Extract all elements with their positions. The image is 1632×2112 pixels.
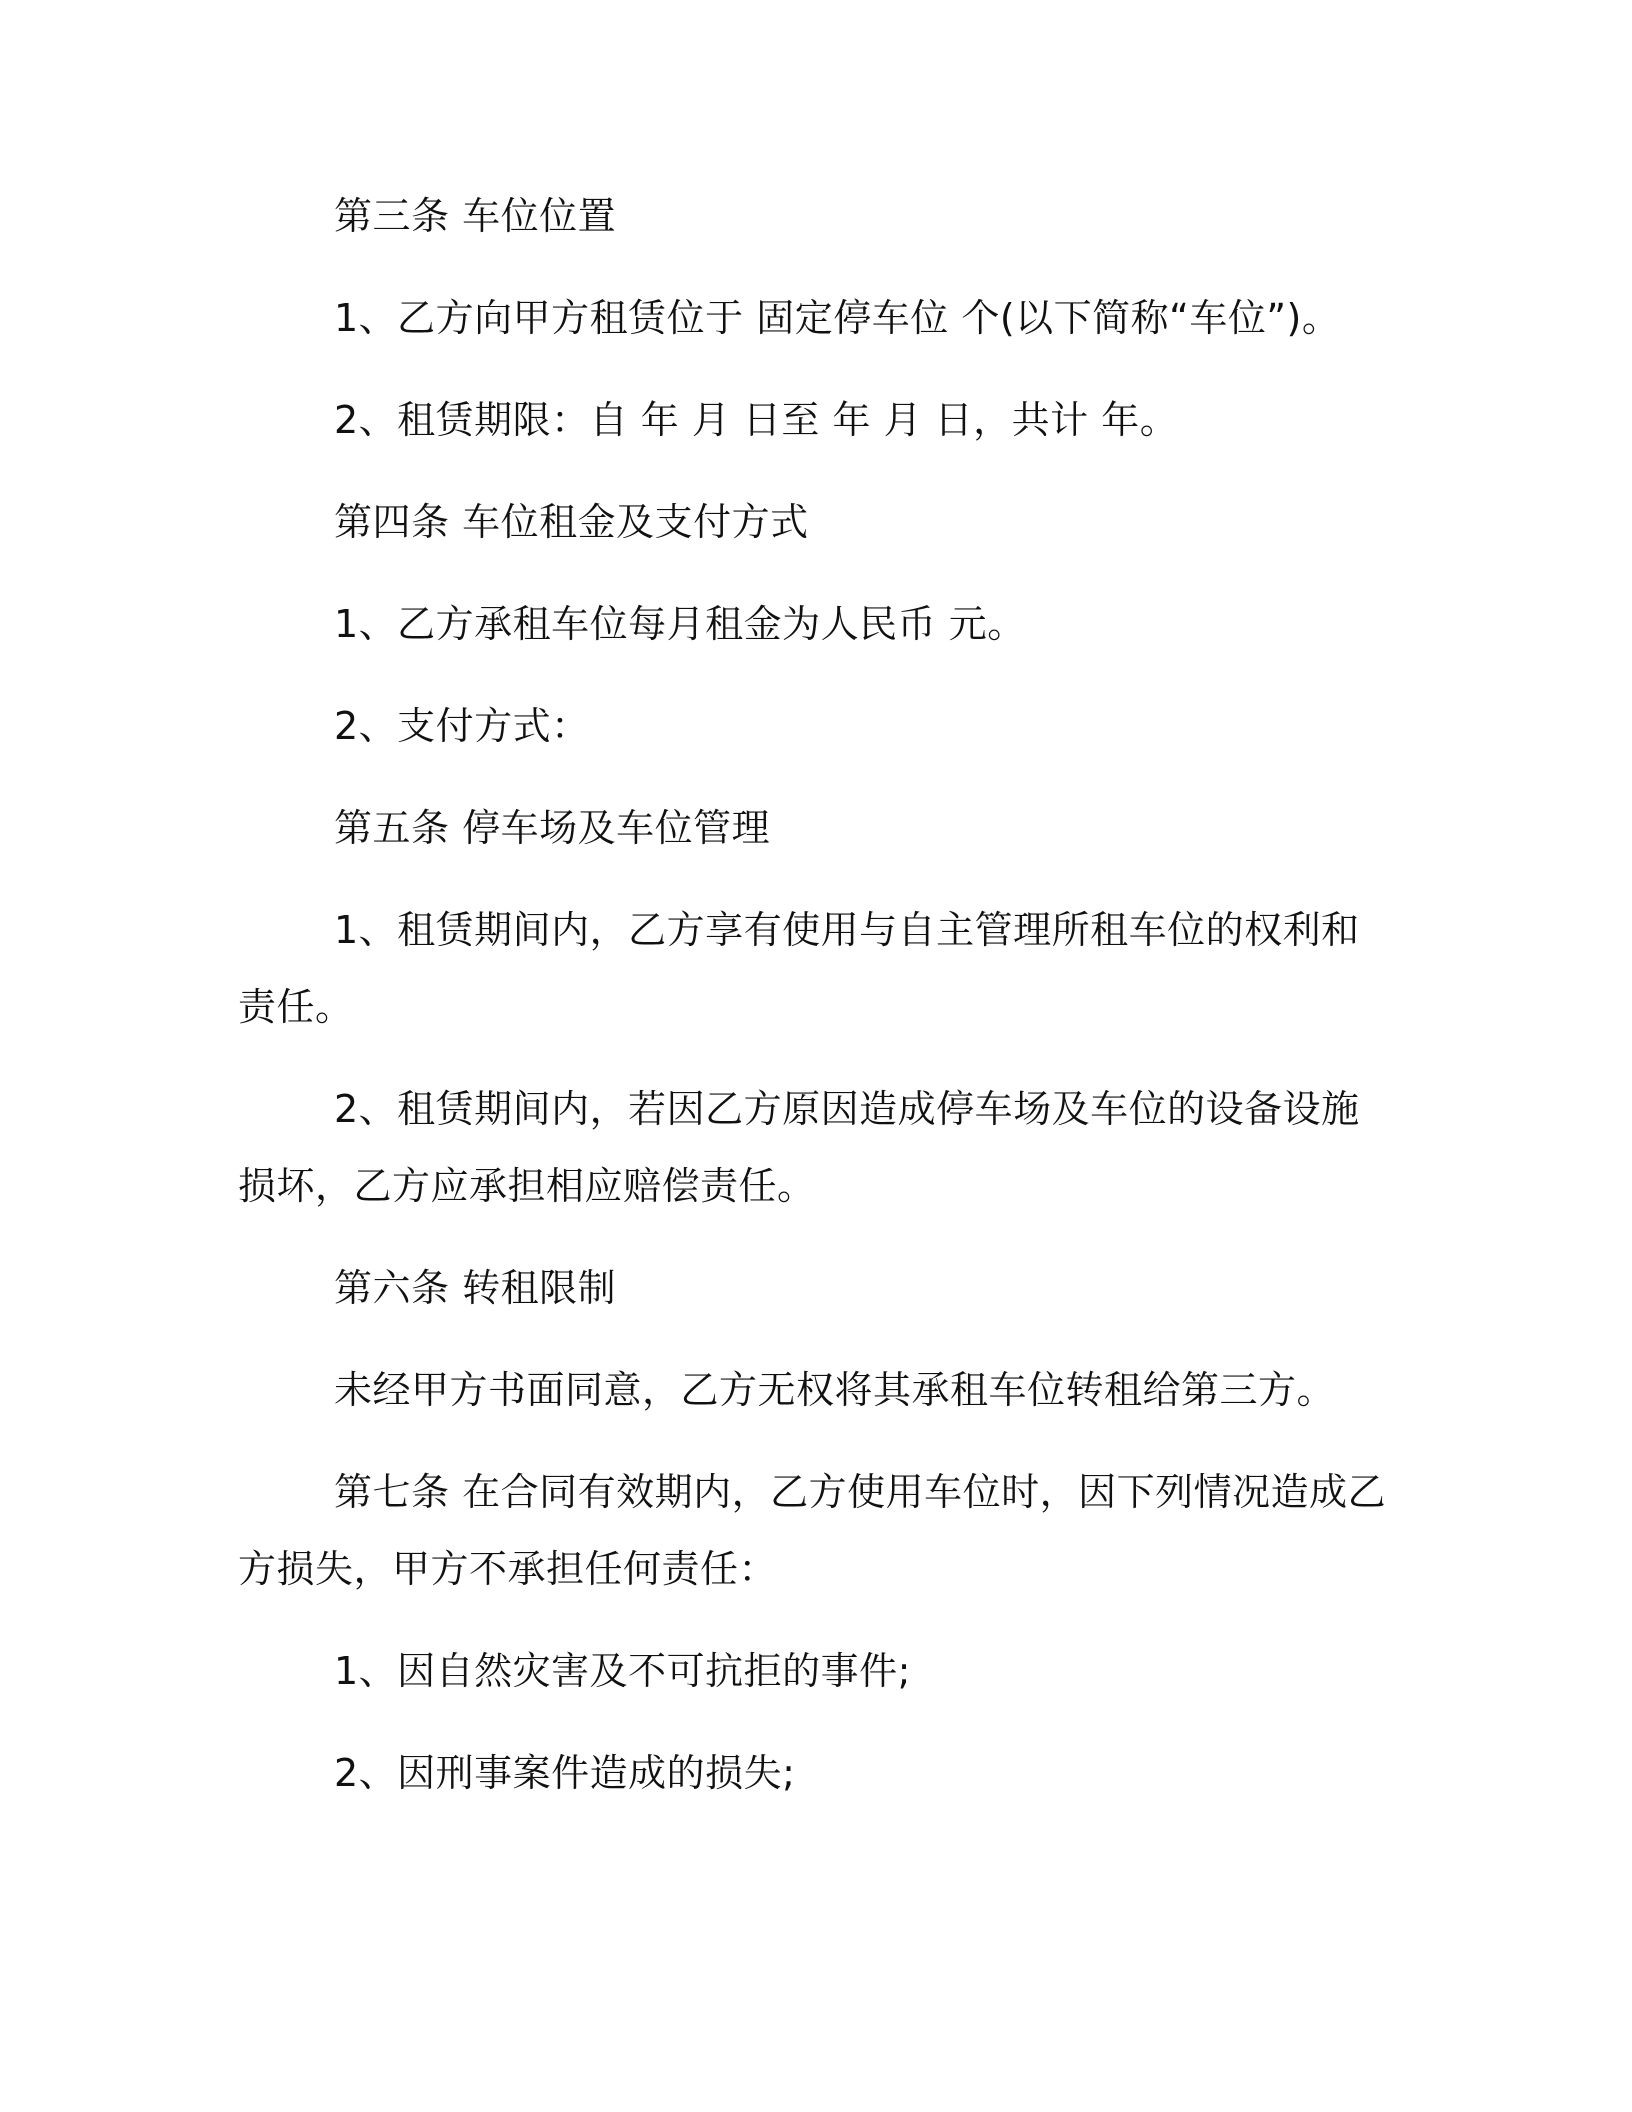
article-4-clause-1: 1、乙方承租车位每月租金为人民币 元。 (334, 602, 1026, 646)
article-4-heading: 第四条 车位租金及支付方式 (334, 500, 809, 544)
article-5-clause-2: 2、租赁期间内，若因乙方原因造成停车场及车位的设备设施损坏，乙方应承担相应赔偿责任。 (238, 1087, 1360, 1208)
article-7-item-2: 2、因刑事案件造成的损失; (334, 1751, 796, 1795)
article-3-clause-2: 2、租赁期限：自 年 月 日至 年 月 日，共计 年。 (334, 398, 1179, 442)
article-7-body: 第七条 在合同有效期内，乙方使用车位时，因下列情况造成乙方损失，甲方不承担任何责任： (238, 1470, 1387, 1591)
article-6-body: 未经甲方书面同意，乙方无权将其承租车位转租给第三方。 (334, 1368, 1336, 1412)
article-7-item-1: 1、因自然灾害及不可抗拒的事件; (334, 1649, 911, 1693)
article-4-clause-2: 2、支付方式： (334, 704, 590, 748)
article-3-heading: 第三条 车位位置 (334, 194, 617, 238)
article-5-heading: 第五条 停车场及车位管理 (334, 806, 771, 850)
article-3-clause-1: 1、乙方向甲方租赁位于 固定停车位 个(以下简称“车位”)。 (334, 296, 1341, 340)
article-5-clause-1: 1、租赁期间内，乙方享有使用与自主管理所租车位的权利和责任。 (238, 908, 1360, 1029)
article-6-heading: 第六条 转租限制 (334, 1266, 617, 1310)
document-body (238, 178, 1394, 1812)
